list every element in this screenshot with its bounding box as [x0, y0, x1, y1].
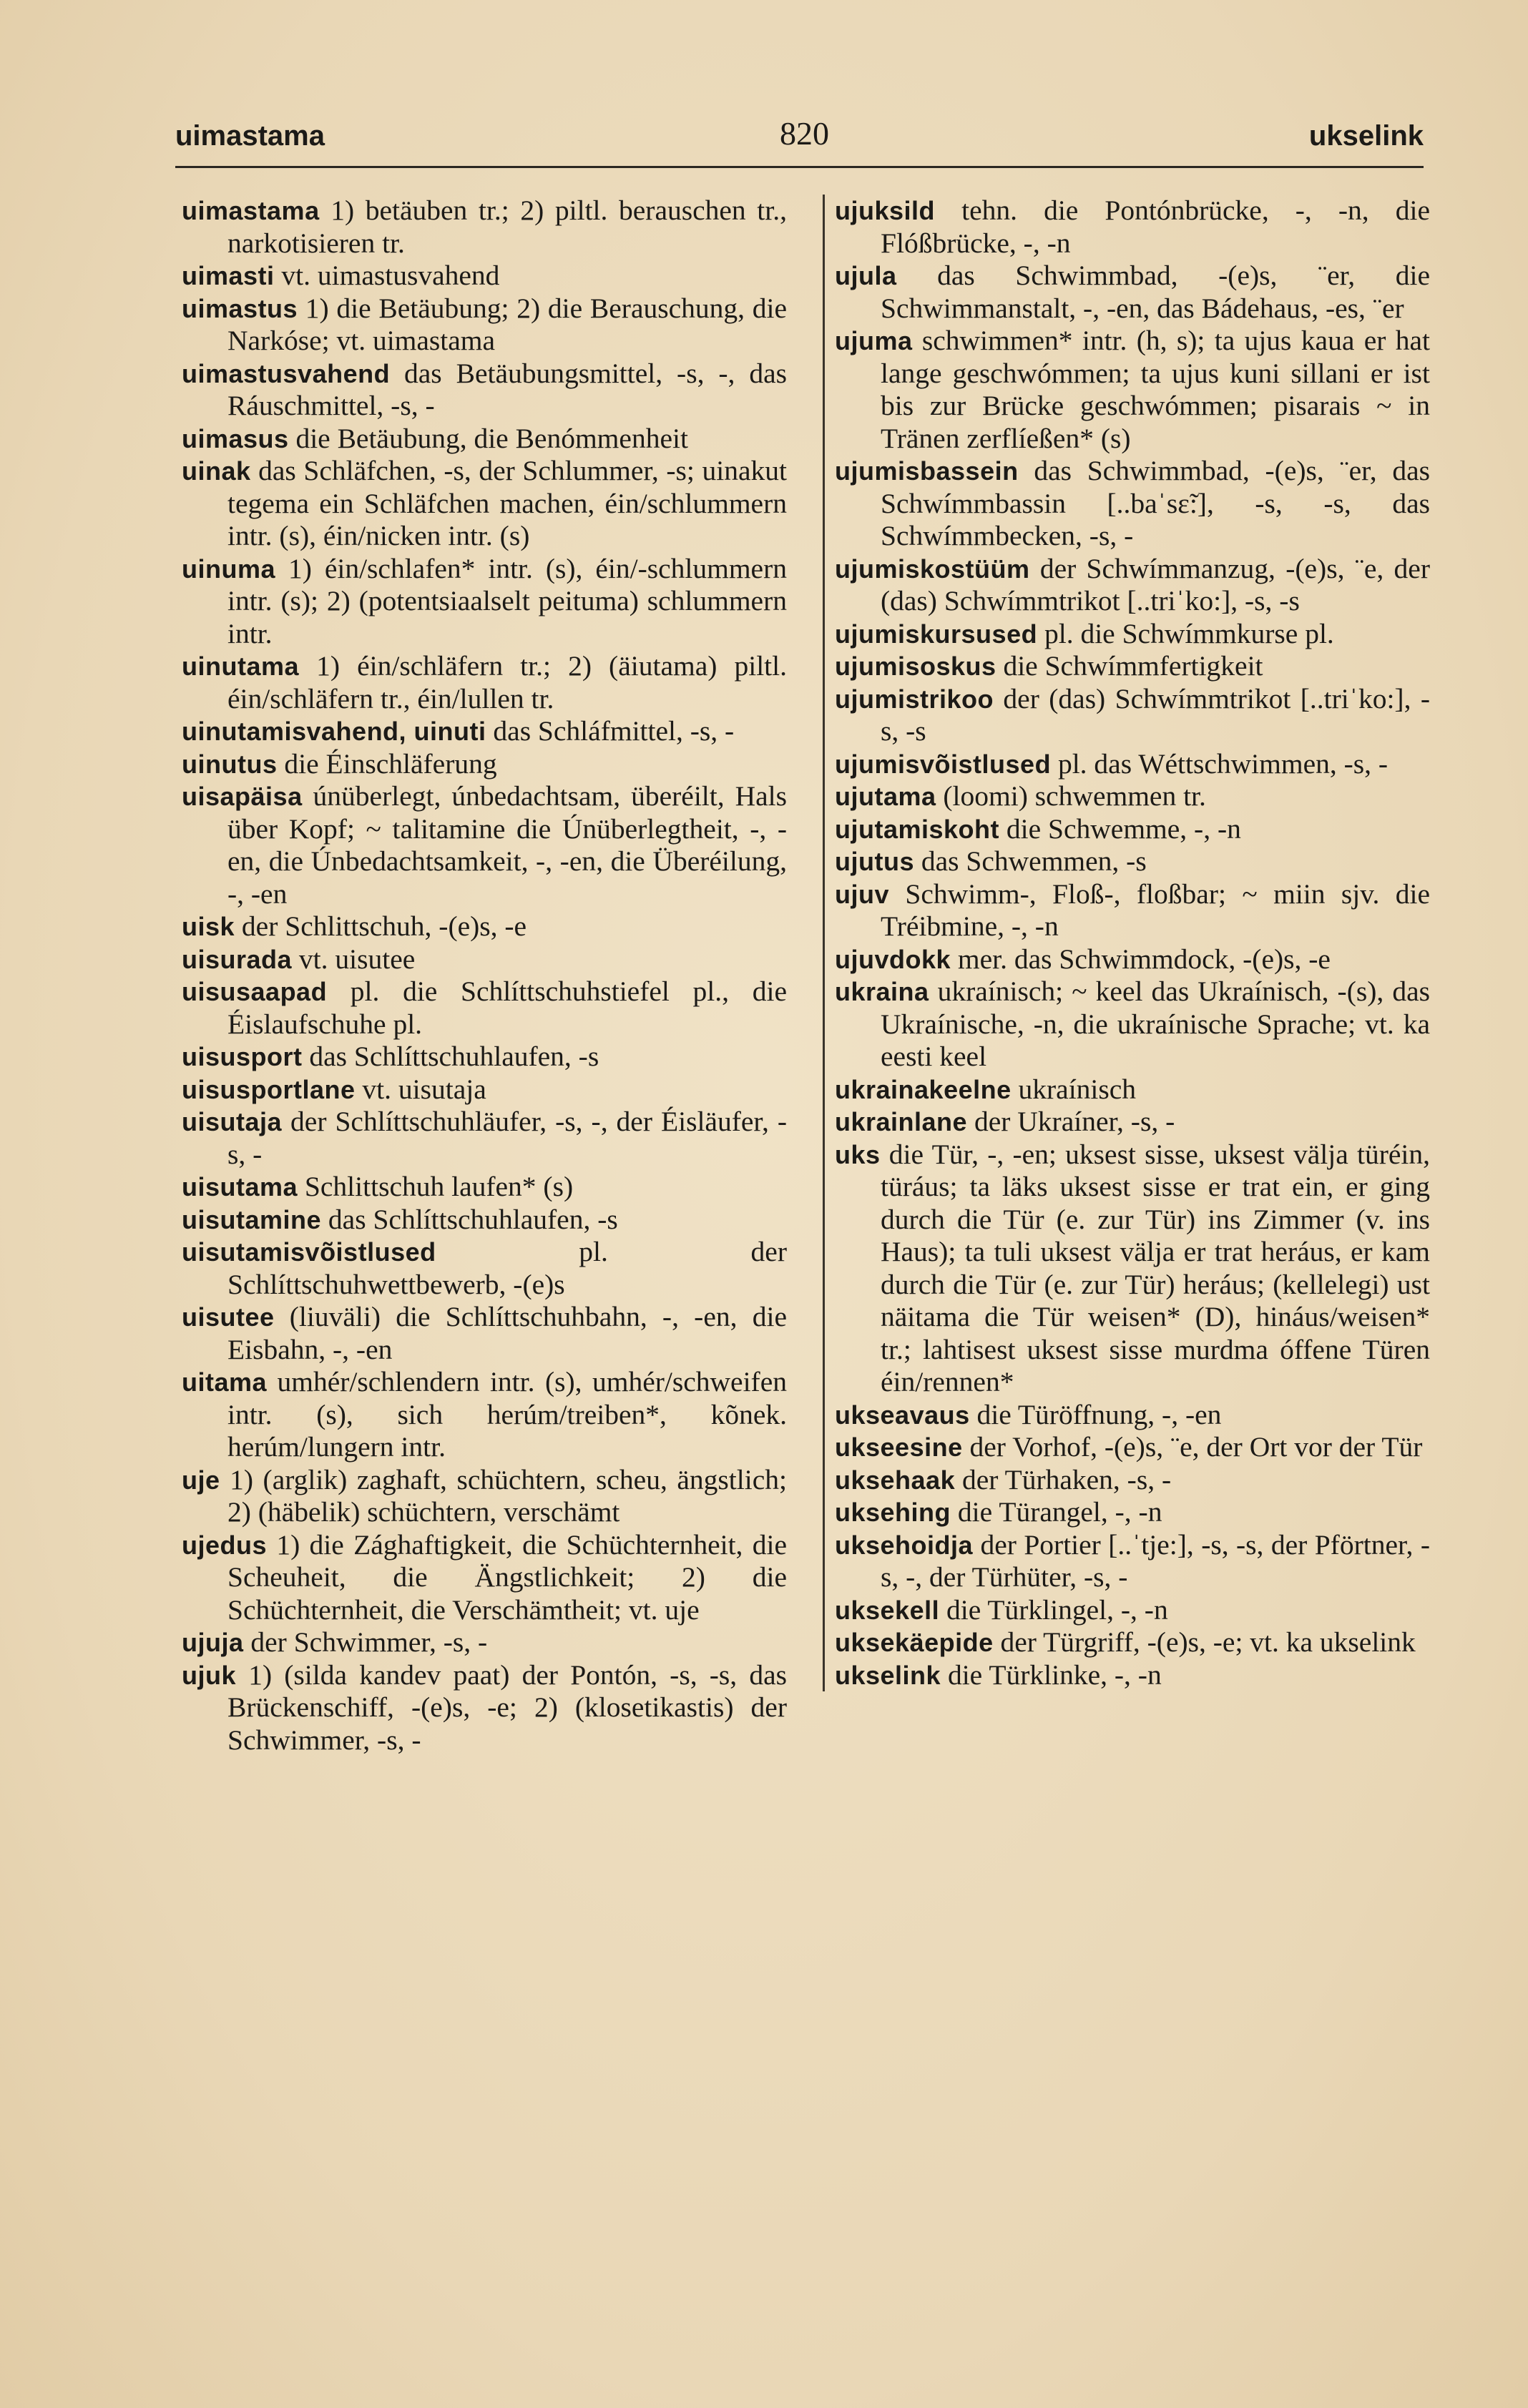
dictionary-entry	[835, 748, 1430, 781]
entry-definition: 1) die Zághaftigkeit, die Schüchternheit, die Scheuheit, die Ängstlichkeit; 2) die Schüchternheit, die Verschämtheit; vt. uje	[227, 1528, 787, 1626]
dictionary-entry	[835, 1659, 1430, 1692]
dictionary-entry	[182, 780, 787, 910]
entry-definition: der Ukraíner, -s, -	[967, 1106, 1175, 1137]
entry-headword: ukseavaus	[835, 1400, 970, 1430]
dictionary-entry	[835, 780, 1430, 813]
entry-definition: das Schláfmittel, -s, -	[486, 715, 735, 747]
entry-headword: uinutamisvahend, uinuti	[182, 717, 486, 746]
entry-headword: ujuvdokk	[835, 944, 951, 974]
entry-definition: 1) (arglik) zaghaft, schüchtern, scheu, ängstlich; 2) (häbelik) schüchtern, verschämt	[220, 1463, 787, 1528]
entry-headword: uinutama	[182, 652, 300, 681]
header-rule	[175, 166, 1424, 168]
entry-definition: der Vorhof, -(e)s, ¨e, der Ort vor der Tür	[962, 1431, 1423, 1463]
entry-headword: ujutus	[835, 847, 914, 876]
dictionary-entry	[182, 423, 787, 456]
entry-definition: der Türhaken, -s, -	[955, 1463, 1172, 1495]
entry-headword: uks	[835, 1139, 881, 1169]
entry-definition: die Türangel, -, -n	[951, 1496, 1162, 1528]
dictionary-entry	[835, 1594, 1430, 1627]
dictionary-entry	[835, 1399, 1430, 1432]
entry-headword: ujuksild	[835, 196, 936, 225]
entry-headword: ukseesine	[835, 1432, 963, 1462]
entry-definition: (loomi) schwemmen tr.	[936, 780, 1206, 812]
entry-headword: uisusaapad	[182, 977, 328, 1006]
entry-definition: 1) betäuben tr.; 2) piltl. berauschen tr., narkotisieren tr.	[227, 195, 787, 259]
entry-definition: der (das) Schwímmtrikot [..triˈko:], -s, -s	[881, 682, 1430, 747]
entry-definition: die Schwemme, -, -n	[999, 812, 1241, 845]
dictionary-entry	[835, 683, 1430, 748]
entry-definition: die Türöffnung, -, -en	[969, 1398, 1222, 1430]
entry-headword: uksehing	[835, 1498, 951, 1527]
entry-definition: die Éinschläferung	[277, 747, 497, 780]
entry-headword: ujumiskostüüm	[835, 554, 1030, 584]
entry-definition: vt. uimastusvahend	[274, 260, 500, 291]
entry-definition: schwimmen* intr. (h, s); ta ujus kaua er hat lange geschwómmen; ta ujus kuni sillani er ist bis zur Brücke geschwómmen; pisarais ~ in Tränen zerflíeßen* (s)	[881, 325, 1430, 454]
entry-definition: tehn. die Pontónbrücke, -, -n, die Flóßbrücke, -, -n	[881, 195, 1430, 259]
entry-definition: Schwimm-, Floß-, floßbar; ~ miin sjv. die Tréibmine, -, -n	[881, 878, 1430, 942]
entry-headword: uimasti	[182, 261, 275, 290]
dictionary-entry	[182, 1236, 787, 1301]
entry-definition: der Türgriff, -(e)s, -e; vt. ka ukselink	[993, 1626, 1416, 1658]
entry-definition: 1) (silda kandev paat) der Pontón, -s, -s, das Brückenschiff, -(e)s, -e; 2) (klosetikastis) der Schwimmer, -s, -	[227, 1658, 787, 1756]
entry-definition: 1) die Betäubung; 2) die Berauschung, die Narkóse; vt. uimastama	[227, 292, 787, 356]
entry-headword: uisutee	[182, 1302, 275, 1332]
entry-definition: das Schläfchen, -s, der Schlummer, -s; uinakut tegema ein Schläfchen machen, éin/schlummern intr. (s), éin/nicken intr. (s)	[227, 455, 787, 551]
dictionary-entry	[182, 748, 787, 781]
dictionary-entry	[835, 553, 1430, 618]
entry-headword: ukrainlane	[835, 1107, 968, 1136]
entry-definition: das Schwimmbad, -(e)s, ¨er, das Schwímmbassin [..baˈsɛ̃:], -s, -s, das Schwímmbecken, -s, -	[881, 455, 1430, 551]
dictionary-entry	[835, 1431, 1430, 1464]
dictionary-entry	[182, 260, 787, 293]
entry-definition: vt. uisutaja	[355, 1073, 486, 1105]
dictionary-entry	[182, 1204, 787, 1237]
dictionary-entry	[182, 1301, 787, 1366]
entry-headword: ujedus	[182, 1530, 268, 1560]
entry-headword: ujumisbassein	[835, 456, 1019, 486]
entry-definition: der Schwimmer, -s, -	[243, 1626, 488, 1658]
dictionary-entry	[835, 1464, 1430, 1497]
entry-headword: ujumistrikoo	[835, 684, 994, 714]
entry-definition: 1) éin/schläfern tr.; 2) (äiutama) piltl. éin/schläfern tr., éin/lullen tr.	[227, 650, 787, 714]
right-column	[823, 195, 1430, 1691]
dictionary-entry	[835, 1106, 1430, 1139]
entry-definition: das Betäubungsmittel, -s, -, das Ráuschmittel, -s, -	[227, 357, 787, 421]
dictionary-entry	[182, 943, 787, 976]
entry-headword: uisurada	[182, 944, 293, 974]
entry-headword: uisutamisvõistlused	[182, 1237, 436, 1267]
entry-headword: uksehaak	[835, 1465, 956, 1495]
entry-definition: das Schlíttschuhlaufen, -s	[321, 1203, 618, 1235]
entry-headword: uksekäepide	[835, 1628, 994, 1657]
dictionary-entry	[182, 1626, 787, 1659]
right-guide-word: ukselink	[1308, 120, 1424, 152]
dictionary-entry	[182, 1073, 787, 1106]
left-guide-word: uimastama	[175, 120, 325, 152]
page-header	[175, 114, 1424, 157]
dictionary-entry	[182, 455, 787, 553]
entry-headword: ujula	[835, 261, 897, 290]
entry-headword: ujumisoskus	[835, 652, 996, 681]
dictionary-entry	[835, 325, 1430, 455]
entry-headword: ujuma	[835, 326, 913, 355]
entry-headword: uinak	[182, 456, 251, 486]
entry-headword: ujutamiskoht	[835, 814, 1000, 844]
entry-headword: uisusport	[182, 1042, 303, 1071]
entry-definition: das Schwimmbad, -(e)s, ¨er, die Schwimmanstalt, -, -en, das Bádehaus, -es, ¨er	[881, 260, 1430, 324]
dictionary-entry	[835, 976, 1430, 1073]
dictionary-entry	[182, 650, 787, 715]
entry-definition: pl. die Schwímmkurse pl.	[1037, 617, 1334, 649]
dictionary-entry	[835, 1139, 1430, 1399]
entry-headword: uimastusvahend	[182, 358, 391, 388]
dictionary-entry	[835, 195, 1430, 260]
entry-definition: pl. der Schlíttschuhwettbewerb, -(e)s	[227, 1236, 787, 1300]
entry-definition: die Betäubung, die Benómmenheit	[288, 422, 688, 454]
dictionary-entry	[182, 1659, 787, 1757]
dictionary-entry	[182, 358, 787, 423]
dictionary-entry	[835, 1626, 1430, 1659]
entry-definition: die Türklingel, -, -n	[939, 1593, 1168, 1626]
dictionary-entry	[835, 813, 1430, 846]
entry-headword: ukselink	[835, 1660, 941, 1690]
entry-definition: der Schlittschuh, -(e)s, -e	[235, 910, 527, 942]
entry-headword: uksekell	[835, 1595, 940, 1625]
entry-headword: ujumisvõistlused	[835, 749, 1052, 779]
entry-definition: Schlittschuh laufen* (s)	[298, 1171, 574, 1202]
entry-definition: umhér/schlendern intr. (s), umhér/schweifen intr. (s), sich herúm/treiben*, kõnek. herúm/lungern intr.	[227, 1366, 787, 1463]
entry-definition: 1) éin/schlafen* intr. (s), éin/-schlummern intr. (s); 2) (potentsiaalselt peituma) schlummern intr.	[227, 552, 787, 649]
dictionary-entry	[835, 1073, 1430, 1106]
entry-headword: ujuk	[182, 1660, 237, 1690]
entry-headword: uitama	[182, 1367, 268, 1397]
entry-headword: ukraina	[835, 977, 929, 1006]
entry-headword: ujutama	[835, 782, 936, 811]
entry-headword: ujuv	[835, 879, 890, 909]
dictionary-entry	[182, 715, 787, 748]
dictionary-entry	[835, 260, 1430, 325]
entry-headword: ukrainakeelne	[835, 1074, 1012, 1104]
page-number: 820	[780, 115, 829, 152]
entry-definition: die Tür, -, -en; uksest sisse, uksest välja türéin, türáus; ta läks uksest sisse er trat ein, er ging durch die Tür (e. zur Tür) ins Zimmer (v. ins Haus); ta tuli uksest välja er trat heráus, er kam durch die Tür (e. zur Tür) heráus; (kellelegi) ust näitama die Tür weisen* (D), hináus/weisen* tr.; lahtisest uksest sisse murdma óffene Türen éin/rennen*	[880, 1138, 1430, 1397]
dictionary-entry	[182, 1464, 787, 1529]
dictionary-entry	[835, 650, 1430, 683]
entry-headword: uinutus	[182, 749, 278, 779]
dictionary-entry	[182, 976, 787, 1041]
entry-headword: uisusportlane	[182, 1074, 356, 1104]
entry-definition: pl. das Wéttschwimmen, -s, -	[1051, 747, 1389, 780]
dictionary-entry	[182, 910, 787, 943]
dictionary-entry	[182, 1529, 787, 1627]
entry-definition: der Schwímmanzug, -(e)s, ¨e, der (das) Schwímmtrikot [..triˈko:], -s, -s	[881, 552, 1430, 616]
entry-definition: der Schlíttschuhläufer, -s, -, der Éisläufer, -s, -	[227, 1106, 787, 1170]
dictionary-entry	[182, 1171, 787, 1204]
entry-definition: ukraínisch	[1011, 1073, 1137, 1105]
dictionary-entry	[182, 293, 787, 358]
entry-headword: ujuja	[182, 1628, 244, 1657]
entry-headword: uje	[182, 1465, 220, 1495]
entry-headword: uisutaja	[182, 1107, 283, 1136]
dictionary-entry	[835, 878, 1430, 943]
dictionary-entry	[182, 195, 787, 260]
dictionary-entry	[182, 1106, 787, 1171]
entry-definition: (liuväli) die Schlíttschuhbahn, -, -en, die Eisbahn, -, -en	[227, 1301, 787, 1365]
dictionary-entry	[835, 1496, 1430, 1529]
dictionary-entry	[835, 1529, 1430, 1594]
dictionary-entry	[182, 553, 787, 651]
dictionary-entry	[835, 455, 1430, 553]
entry-definition: ukraínisch; ~ keel das Ukraínisch, -(s), das Ukraínische, -n, die ukraínische Sprache; vt. ka eesti keel	[881, 976, 1430, 1072]
entry-headword: ujumiskursused	[835, 619, 1038, 649]
entry-headword: uimastama	[182, 196, 320, 225]
entry-definition: die Türklinke, -, -n	[941, 1658, 1162, 1691]
entry-definition: mer. das Schwimmdock, -(e)s, -e	[951, 943, 1331, 975]
entry-headword: uimasus	[182, 423, 289, 453]
entry-headword: uisk	[182, 912, 235, 941]
entry-headword: uinuma	[182, 554, 276, 584]
entry-definition: vt. uisutee	[292, 943, 416, 975]
entry-definition: únüberlegt, únbedachtsam, überéilt, Hals über Kopf; ~ talitamine die Únüberlegtheit, -, -en, die Únbedachtsamkeit, -, -en, die Überéilung, -, -en	[227, 780, 787, 910]
entry-definition: das Schwemmen, -s	[914, 845, 1147, 877]
entry-definition: das Schlíttschuhlaufen, -s	[302, 1041, 599, 1072]
dictionary-entry	[835, 943, 1430, 976]
dictionary-entry	[182, 1366, 787, 1464]
entry-definition: pl. die Schlíttschuhstiefel pl., die Éislaufschuhe pl.	[227, 976, 787, 1040]
entry-headword: uksehoidja	[835, 1530, 974, 1560]
entry-definition: die Schwímmfertigkeit	[996, 650, 1263, 682]
dictionary-entry	[835, 618, 1430, 651]
entry-headword: uimastus	[182, 293, 298, 323]
entry-headword: uisutamine	[182, 1204, 322, 1234]
left-column	[182, 195, 787, 1756]
dictionary-entry	[835, 845, 1430, 878]
entry-definition: der Portier [..ˈtje:], -s, -s, der Pförtner, -s, -, der Türhüter, -s, -	[881, 1528, 1430, 1593]
entry-headword: uisutama	[182, 1172, 298, 1201]
entry-headword: uisapäisa	[182, 782, 303, 811]
dictionary-entry	[182, 1041, 787, 1073]
